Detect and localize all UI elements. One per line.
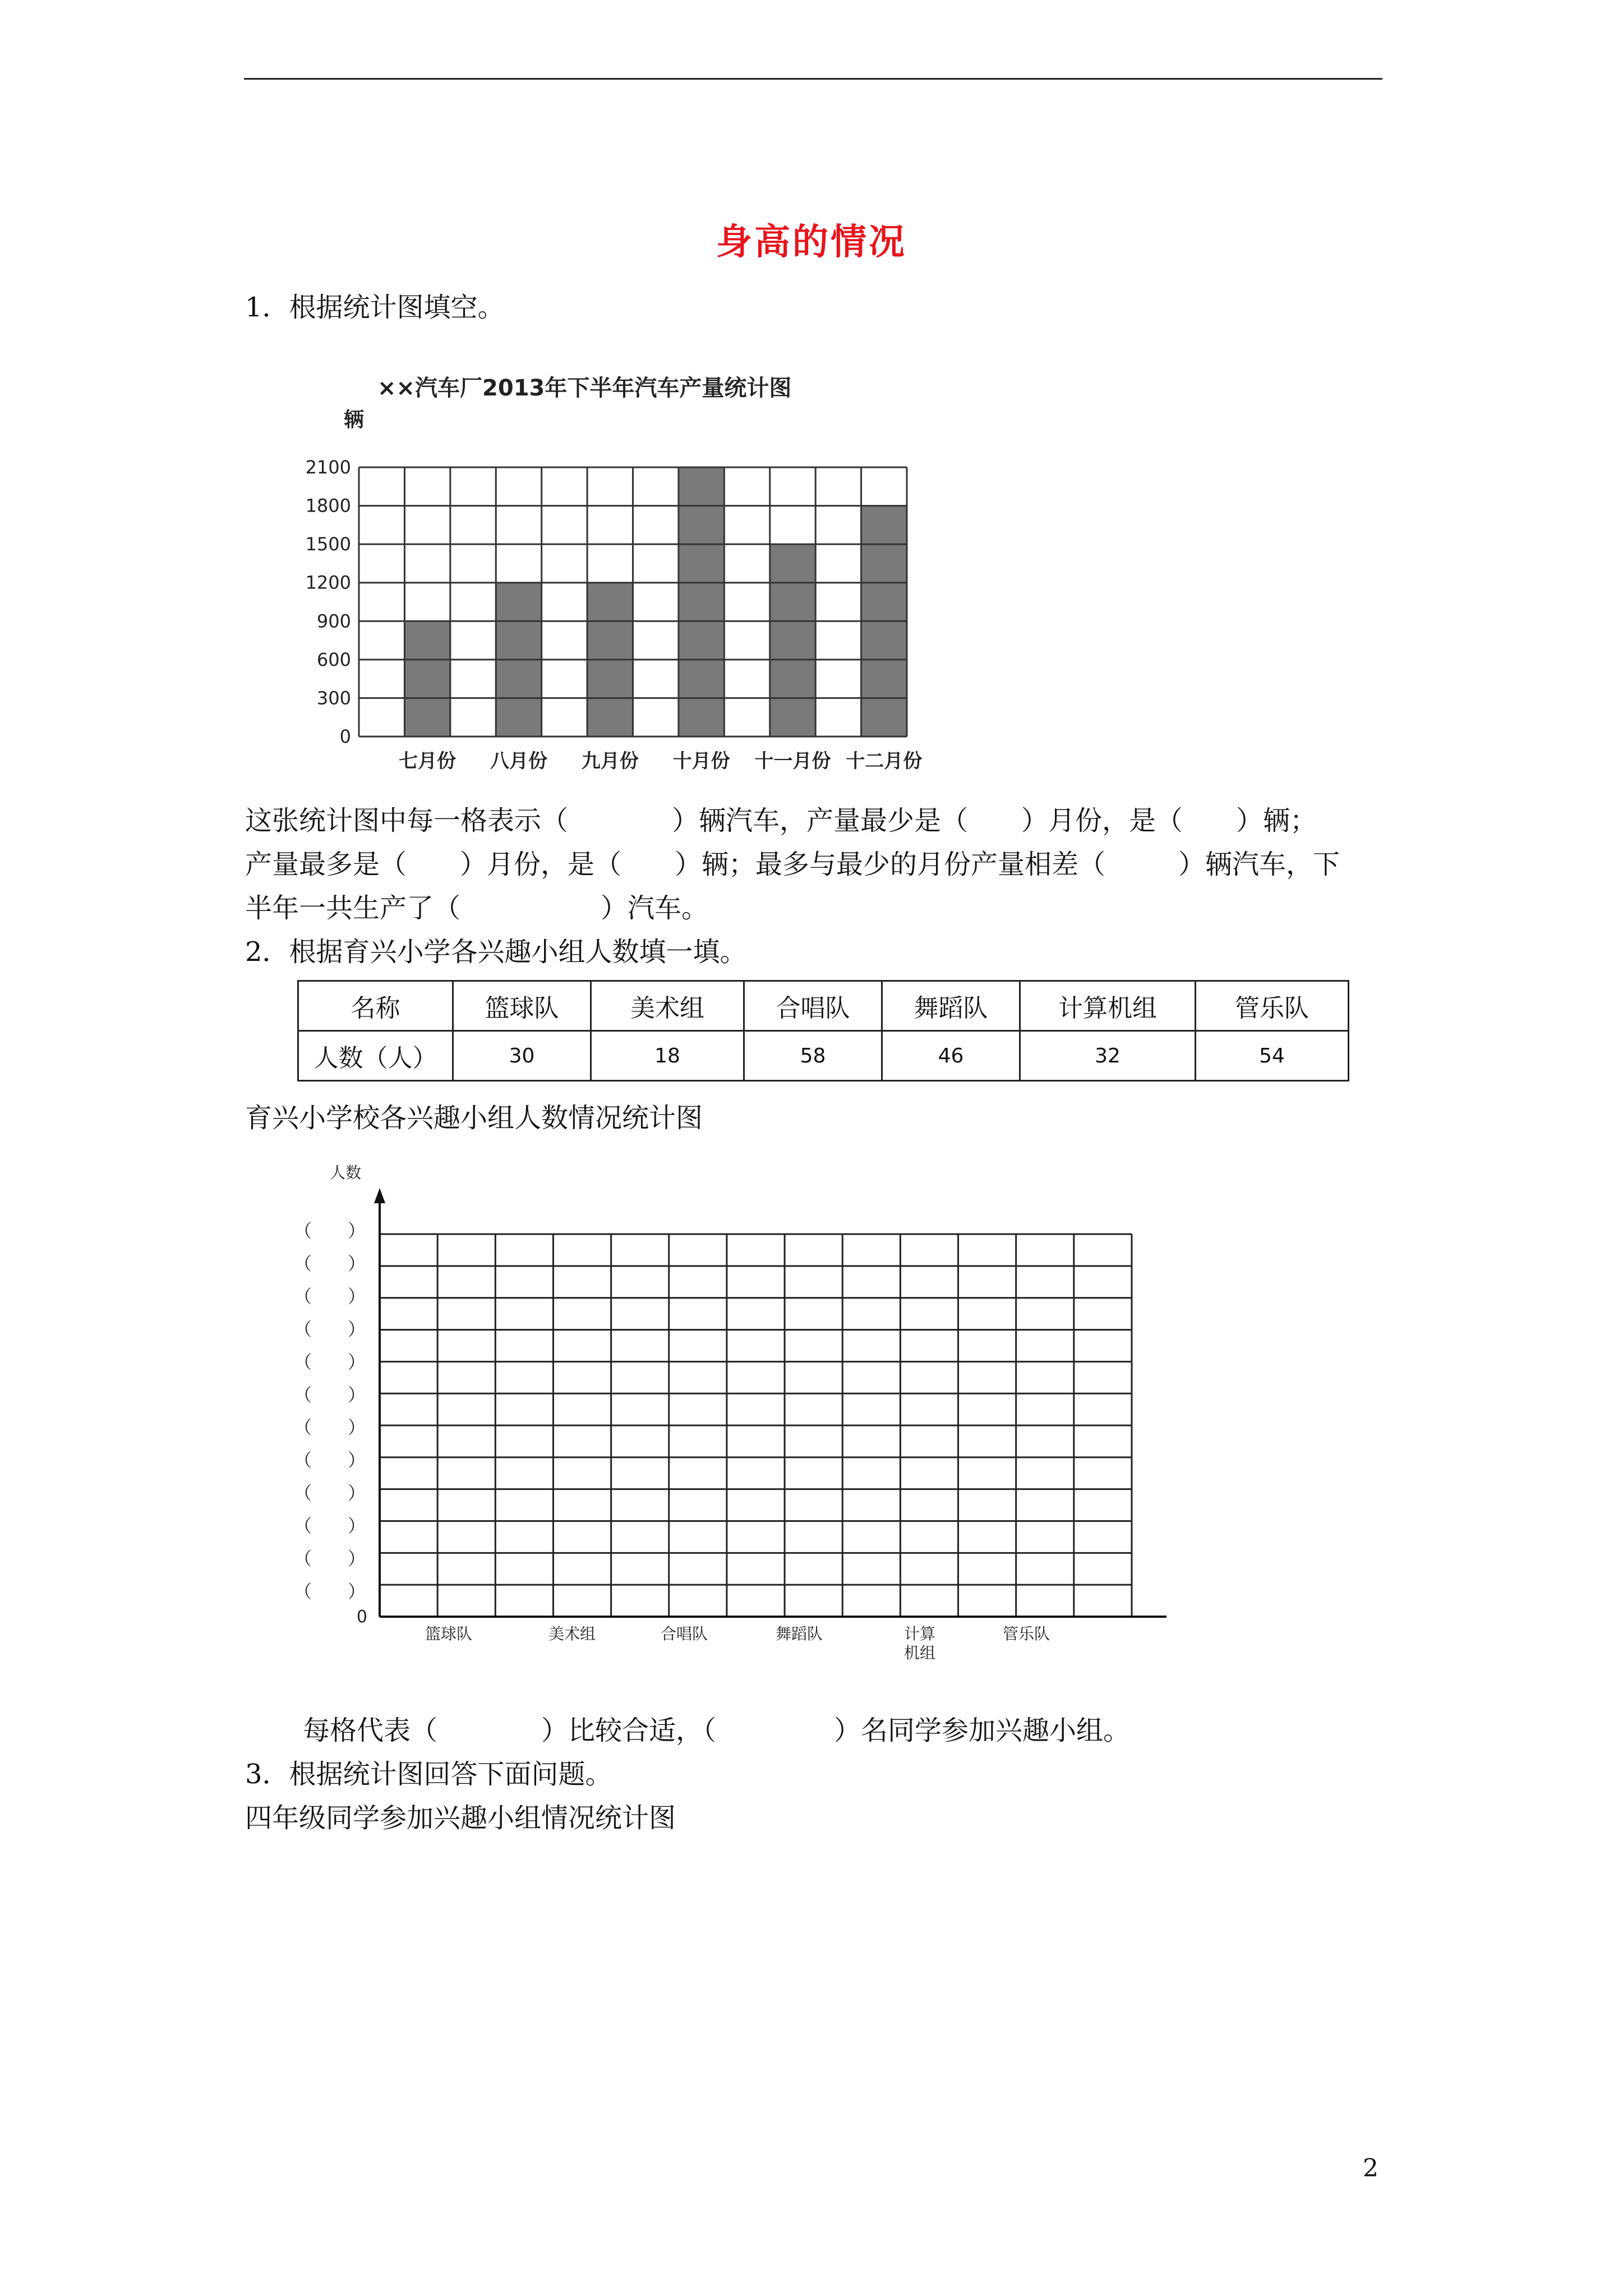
table-cell: 人数（人） [298, 1031, 453, 1081]
y-tick-blank[interactable]: （ ） [293, 1416, 366, 1438]
y-tick-blank[interactable]: （ ） [293, 1548, 366, 1570]
y-tick-label: 1800 [305, 495, 351, 517]
y-tick-blank[interactable]: （ ） [293, 1318, 366, 1340]
q1-text: ）月份，是（ [460, 849, 622, 880]
x-tick-label: 篮球队 [425, 1625, 473, 1643]
chart-title: ××汽车厂2013年下半年汽车产量统计图 [377, 375, 792, 401]
q1-line-3 [245, 887, 708, 930]
y-tick-blank[interactable]: （ ） [293, 1384, 366, 1406]
table-cell: 舞蹈队 [882, 981, 1020, 1031]
y-tick-label: 1500 [305, 533, 351, 555]
y-tick-blank[interactable]: （ ） [293, 1351, 366, 1373]
table-cell: 46 [882, 1031, 1020, 1081]
table-cell: 18 [591, 1031, 744, 1081]
y-tick-blank[interactable]: （ ） [293, 1515, 366, 1537]
bar-十一月份 [770, 544, 815, 737]
q1-prompt: 1．根据统计图填空。 [245, 292, 505, 323]
x-tick-label: 舞蹈队 [775, 1625, 823, 1643]
q2-text: ）名同学参加兴趣小组。 [834, 1715, 1131, 1746]
x-tick-label: 合唱队 [660, 1625, 708, 1643]
interest-group-chart [264, 1150, 1189, 1672]
y-tick-label: 300 [316, 687, 351, 709]
q2-text: ）比较合适，（ [541, 1715, 717, 1746]
x-tick-label: 机组 [903, 1644, 936, 1662]
q1-text: ）辆汽车，下 [1178, 849, 1340, 880]
interest-group-table [297, 980, 1349, 1082]
origin-label: 0 [356, 1607, 367, 1627]
table-cell: 合唱队 [744, 981, 882, 1031]
car-production-chart [283, 359, 973, 783]
q1-text: 半年一共生产了（ [245, 892, 461, 924]
x-tick-label: 九月份 [581, 750, 639, 772]
table-cell: 计算机组 [1020, 981, 1196, 1031]
q3-caption: 四年级同学参加兴趣小组情况统计图 [245, 1802, 676, 1834]
y-tick-label: 0 [339, 726, 351, 747]
y-tick-label: 2100 [305, 457, 351, 478]
q1-text: ）辆； [1236, 805, 1317, 836]
q1-text: 这张统计图中每一格表示（ [245, 805, 569, 836]
q1-line-2 [245, 843, 1340, 886]
table-row [298, 1031, 1349, 1081]
q1-text: ）汽车。 [601, 892, 709, 924]
y-axis-label: 辆 [344, 408, 365, 431]
page-title: 身高的情况 [716, 221, 907, 263]
q1-text: ）辆；最多与最少的月份产量相差（ [675, 849, 1106, 880]
table-header-row [298, 981, 1349, 1031]
y-axis-label: 人数 [330, 1163, 362, 1182]
bars [404, 467, 907, 737]
q2-prompt: 2．根据育兴小学各兴趣小组人数填一填。 [245, 936, 747, 968]
table-cell: 54 [1196, 1031, 1349, 1081]
x-tick-label: 计算 [903, 1625, 936, 1643]
table-cell: 名称 [298, 981, 453, 1031]
header-rule [244, 78, 1382, 80]
y-tick-blanks [294, 1220, 366, 1602]
axes [357, 1188, 1166, 1627]
x-tick-label: 十月份 [672, 750, 730, 772]
bar-七月份 [404, 621, 450, 737]
table-cell: 32 [1020, 1031, 1196, 1081]
table-cell: 美术组 [591, 981, 744, 1031]
chart-caption: 育兴小学校各兴趣小组人数情况统计图 [245, 1102, 703, 1134]
q1-text: ）辆汽车，产量最少是（ [672, 805, 969, 836]
table-cell: 30 [453, 1031, 591, 1081]
y-tick-label: 900 [316, 610, 351, 632]
bar-十月份 [679, 467, 724, 737]
table-cell: 篮球队 [453, 981, 591, 1031]
grid [380, 1234, 1132, 1617]
x-tick-label: 管乐队 [1002, 1625, 1050, 1643]
q1-text: ）月份，是（ [1021, 805, 1183, 836]
q1-text: 产量最多是（ [245, 849, 407, 880]
x-tick-label: 美术组 [548, 1625, 596, 1643]
table-cell: 管乐队 [1196, 981, 1349, 1031]
x-ticks [399, 750, 922, 772]
y-ticks [306, 457, 351, 747]
q3-prompt: 3．根据统计图回答下面问题。 [245, 1759, 612, 1790]
y-tick-blank[interactable]: （ ） [293, 1253, 366, 1274]
y-tick-blank[interactable]: （ ） [293, 1220, 366, 1241]
page-number: 2 [1363, 2154, 1378, 2183]
y-tick-blank[interactable]: （ ） [293, 1450, 366, 1471]
q2-answer-line [303, 1709, 1130, 1752]
y-tick-blank[interactable]: （ ） [293, 1581, 366, 1602]
table-cell: 58 [744, 1031, 882, 1081]
x-tick-label: 七月份 [399, 750, 457, 772]
x-tick-label: 十一月份 [754, 750, 831, 772]
y-tick-blank[interactable]: （ ） [293, 1482, 366, 1504]
q1-line-1 [245, 799, 1317, 842]
x-ticks [425, 1625, 1050, 1662]
y-tick-label: 600 [316, 648, 351, 670]
y-tick-label: 1200 [305, 572, 351, 593]
y-tick-blank[interactable]: （ ） [293, 1285, 366, 1307]
q2-text: 每格代表（ [303, 1715, 438, 1746]
y-axis-arrow-icon [374, 1188, 385, 1203]
x-tick-label: 十二月份 [846, 750, 923, 772]
x-tick-label: 八月份 [490, 750, 547, 772]
